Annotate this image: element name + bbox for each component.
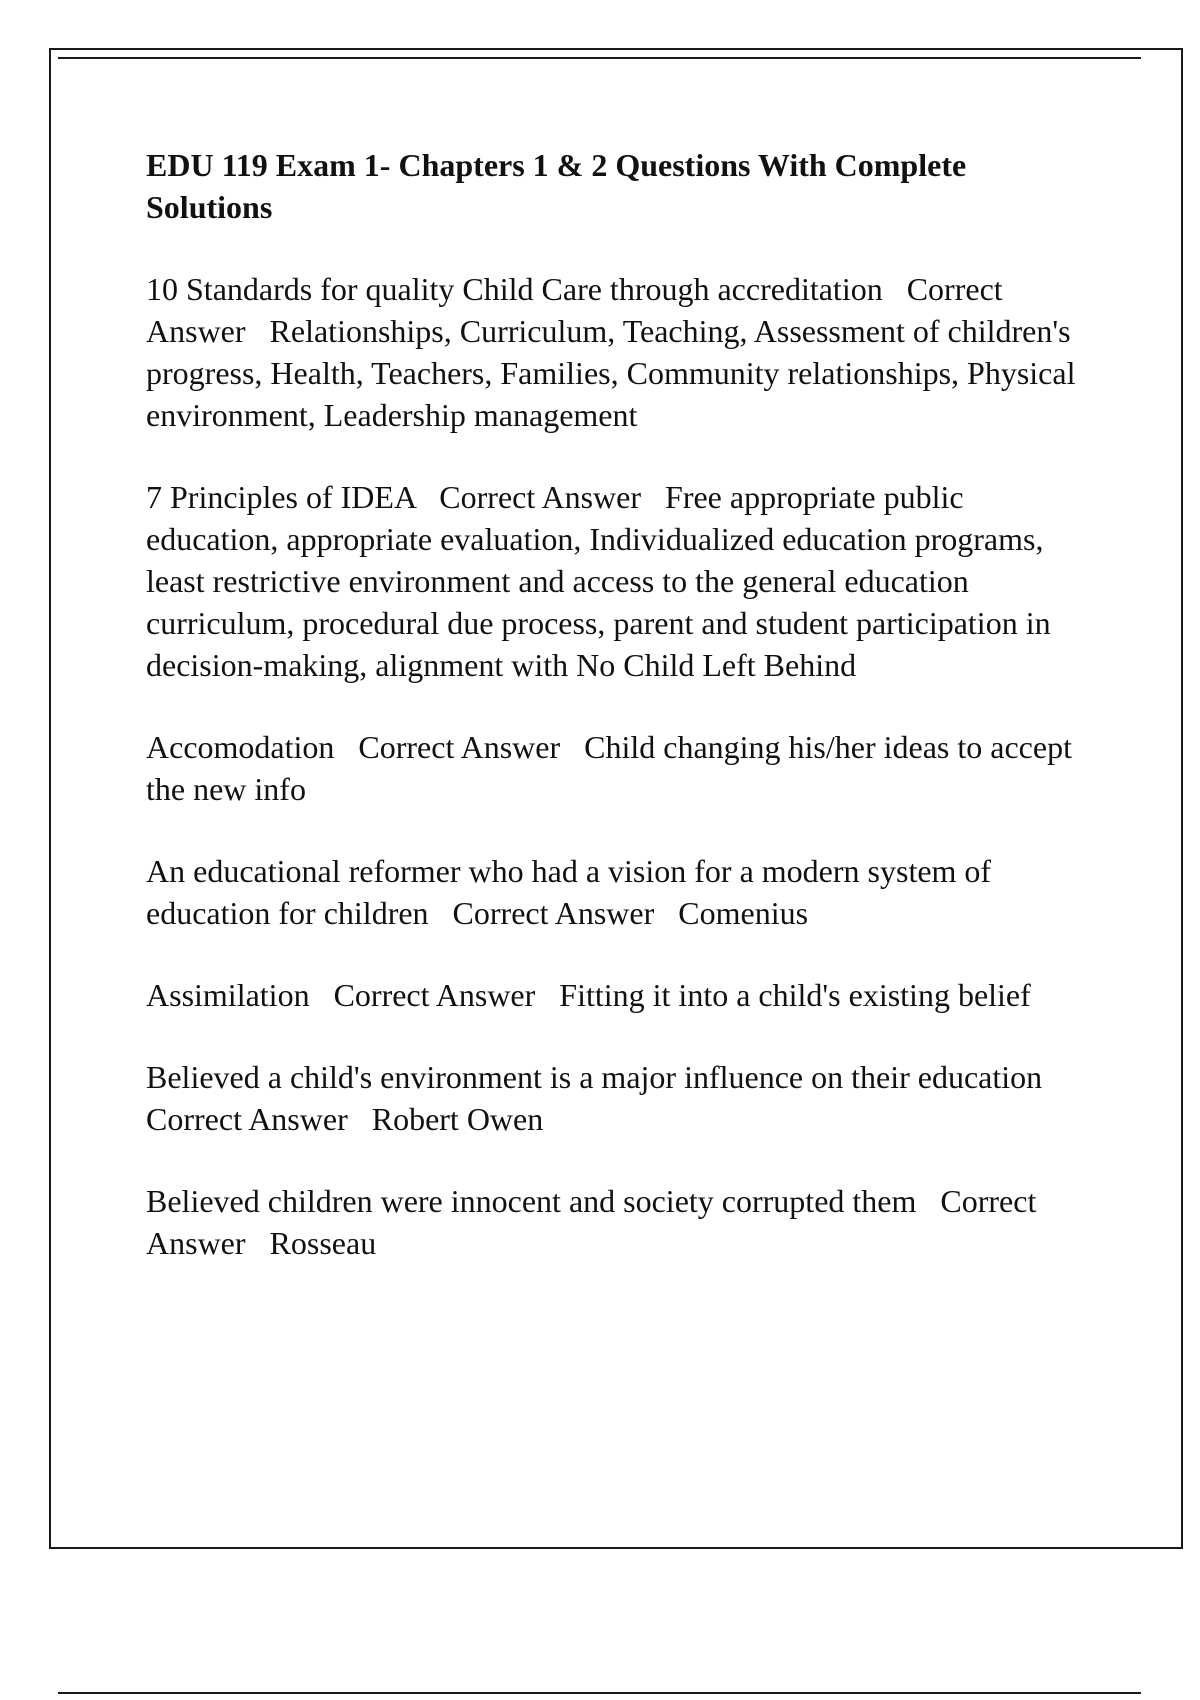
answer-text: Comenius (678, 895, 809, 931)
qa-item (146, 726, 1096, 810)
qa-item (146, 1056, 1096, 1140)
document-title: EDU 119 Exam 1- Chapters 1 & 2 Questions With Complete Solutions (146, 147, 967, 225)
question-text: Assimilation (146, 977, 310, 1013)
qa-item (146, 1180, 1096, 1264)
answer-marker: Correct Answer (146, 271, 1009, 349)
top-rule (58, 57, 1141, 59)
answer-marker: Correct Answer (146, 1183, 1043, 1261)
answer-text: Rosseau (269, 1225, 377, 1261)
answer-marker: Correct Answer (452, 895, 655, 931)
question-text: Believed a child's environment is a major influence on their education (146, 1059, 1043, 1095)
answer-text: Robert Owen (371, 1101, 544, 1137)
question-text: 10 Standards for quality Child Care through accreditation (146, 271, 883, 307)
question-text: An educational reformer who had a vision for a modern system of education for children (146, 853, 1000, 931)
answer-text: Child changing his/her ideas to accept the new info (146, 729, 1080, 807)
qa-item (146, 974, 1096, 1016)
question-text: Accomodation (146, 729, 335, 765)
document-body (146, 144, 1096, 1304)
answer-marker: Correct Answer (146, 1101, 348, 1137)
qa-item (146, 476, 1096, 686)
question-text: Believed children were innocent and society corrupted them (146, 1183, 917, 1219)
qa-item (146, 850, 1096, 934)
answer-marker: Correct Answer (358, 729, 561, 765)
qa-item (146, 268, 1096, 436)
answer-marker: Correct Answer (333, 977, 536, 1013)
answer-text: Relationships, Curriculum, Teaching, Assessment of children's progress, Health, Teachers, Families, Community relationships, Physical environment, Leadership management (146, 313, 1084, 433)
answer-marker: Correct Answer (439, 479, 642, 515)
bottom-rule (58, 1692, 1141, 1694)
question-text: 7 Principles of IDEA (146, 479, 416, 515)
answer-text: Free appropriate public education, appropriate evaluation, Individualized education programs, least restrictive environment and access to the general education curriculum, procedural due process, parent and student participation in decision-making, alignment with No Child Left Behind (146, 479, 1059, 683)
answer-text: Fitting it into a child's existing belief (559, 977, 1031, 1013)
